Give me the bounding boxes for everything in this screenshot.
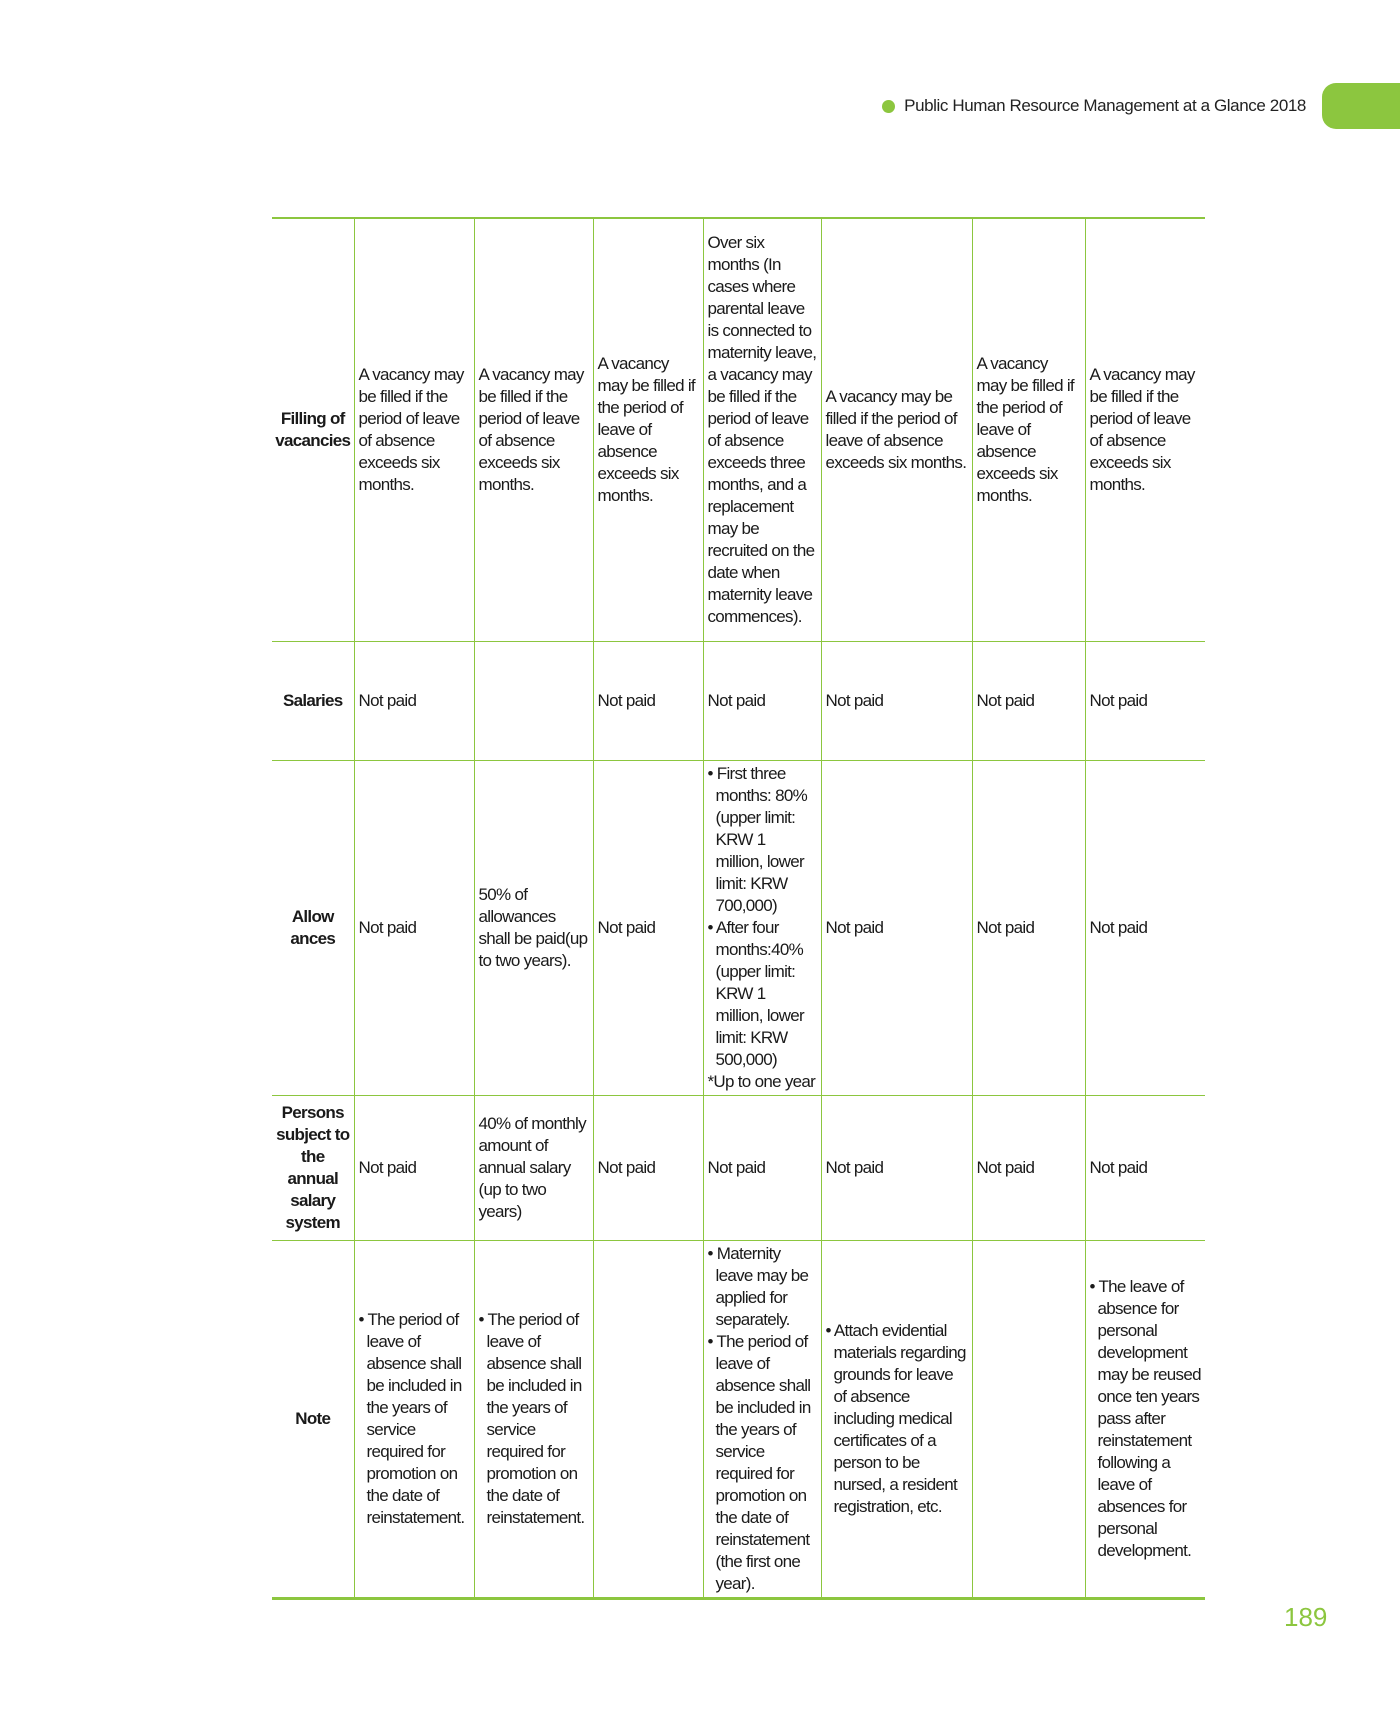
- table-cell: [474, 641, 593, 760]
- table-cell: Not paid: [593, 1095, 703, 1240]
- bullet-list: [826, 1320, 968, 1518]
- table-cell-bullets: [703, 760, 821, 1095]
- table-cell: Not paid: [1085, 1095, 1205, 1240]
- table-row-filling-of-vacancies: [272, 218, 1205, 641]
- table-row-annual-salary: [272, 1095, 1205, 1240]
- table-cell: Not paid: [972, 760, 1085, 1095]
- bullet-dot-icon: [882, 100, 895, 113]
- table-cell: Not paid: [821, 641, 972, 760]
- table-cell-empty: [972, 1240, 1085, 1598]
- table-cell: Not paid: [821, 1095, 972, 1240]
- list-item: • The period of leave of absence shall be included in the years of service required for promotion on the date of reinstatement.: [359, 1309, 470, 1529]
- row-label: Salaries: [272, 641, 354, 760]
- table-cell-bullets: [474, 1240, 593, 1598]
- table-cell: Not paid: [703, 641, 821, 760]
- table-cell-bullets: [821, 1240, 972, 1598]
- table-cell: A vacancy may be filled if the period of leave of absence exceeds six months.: [593, 218, 703, 641]
- table-cell: Not paid: [972, 641, 1085, 760]
- list-item: • First three months: 80% (upper limit: KRW 1 million, lower limit: KRW 700,000): [708, 763, 817, 917]
- table-cell: Not paid: [703, 1095, 821, 1240]
- table-cell: A vacancy may be filled if the period of leave of absence exceeds six months.: [354, 218, 474, 641]
- leave-of-absence-table: [272, 217, 1205, 1600]
- running-header: [882, 86, 1400, 126]
- table-cell: A vacancy may be filled if the period of leave of absence exceeds six months.: [972, 218, 1085, 641]
- footnote: *Up to one year: [707, 1071, 816, 1091]
- table-row-salaries: [272, 641, 1205, 760]
- list-item: • The period of leave of absence shall be included in the years of service required for promotion on the date of reinstatement (the first one year).: [708, 1331, 817, 1595]
- chapter-tab: [1322, 83, 1400, 129]
- table-cell: 50% of allowances shall be paid(up to two years).: [474, 760, 593, 1095]
- bullet-list: [708, 763, 817, 1071]
- row-label: Note: [272, 1240, 354, 1598]
- table-cell: A vacancy may be filled if the period of leave of absence exceeds six months.: [474, 218, 593, 641]
- table-cell: Not paid: [972, 1095, 1085, 1240]
- row-label: Persons subject to the annual salary system: [272, 1095, 354, 1240]
- page-number: 189: [1284, 1602, 1328, 1632]
- table-cell-empty: [593, 1240, 703, 1598]
- table-row-note: [272, 1240, 1205, 1598]
- list-item: • The period of leave of absence shall be included in the years of service required for promotion on the date of reinstatement.: [479, 1309, 589, 1529]
- table-cell: Not paid: [354, 760, 474, 1095]
- table-cell: Not paid: [1085, 641, 1205, 760]
- table-cell: Not paid: [593, 760, 703, 1095]
- bullet-list: [479, 1309, 589, 1529]
- list-item: • After four months:40% (upper limit: KRW 1 million, lower limit: KRW 500,000): [708, 917, 817, 1071]
- table-cell: Not paid: [354, 1095, 474, 1240]
- row-label: Filling of vacancies: [272, 218, 354, 641]
- bullet-list: [1090, 1276, 1202, 1562]
- table-row-allowances: [272, 760, 1205, 1095]
- list-item: • Attach evidential materials regarding grounds for leave of absence including medical certificates of a person to be nursed, a resident registration, etc.: [826, 1320, 968, 1518]
- row-label: Allow ances: [272, 760, 354, 1095]
- table-cell: 40% of monthly amount of annual salary (up to two years): [474, 1095, 593, 1240]
- table-cell: A vacancy may be filled if the period of leave of absence exceeds six months.: [821, 218, 972, 641]
- list-item: • The leave of absence for personal development may be reused once ten years pass after reinstatement following a leave of absences for personal development.: [1090, 1276, 1202, 1562]
- table-cell: Not paid: [354, 641, 474, 760]
- table-cell-bullets: [1085, 1240, 1205, 1598]
- list-item: • Maternity leave may be applied for separately.: [708, 1243, 817, 1331]
- table-cell: Not paid: [593, 641, 703, 760]
- table-cell-bullets: [354, 1240, 474, 1598]
- bullet-list: [708, 1243, 817, 1595]
- table-cell: Over six months (In cases where parental leave is connected to maternity leave, a vacancy may be filled if the period of leave of absence exceeds three months, and a replacement may be recruited on the date when maternity leave commences).: [703, 218, 821, 641]
- table-cell: A vacancy may be filled if the period of leave of absence exceeds six months.: [1085, 218, 1205, 641]
- header-title: Public Human Resource Management at a Glance 2018: [904, 96, 1306, 115]
- table-cell-bullets: [703, 1240, 821, 1598]
- bullet-list: [359, 1309, 470, 1529]
- table-cell: Not paid: [1085, 760, 1205, 1095]
- table-cell: Not paid: [821, 760, 972, 1095]
